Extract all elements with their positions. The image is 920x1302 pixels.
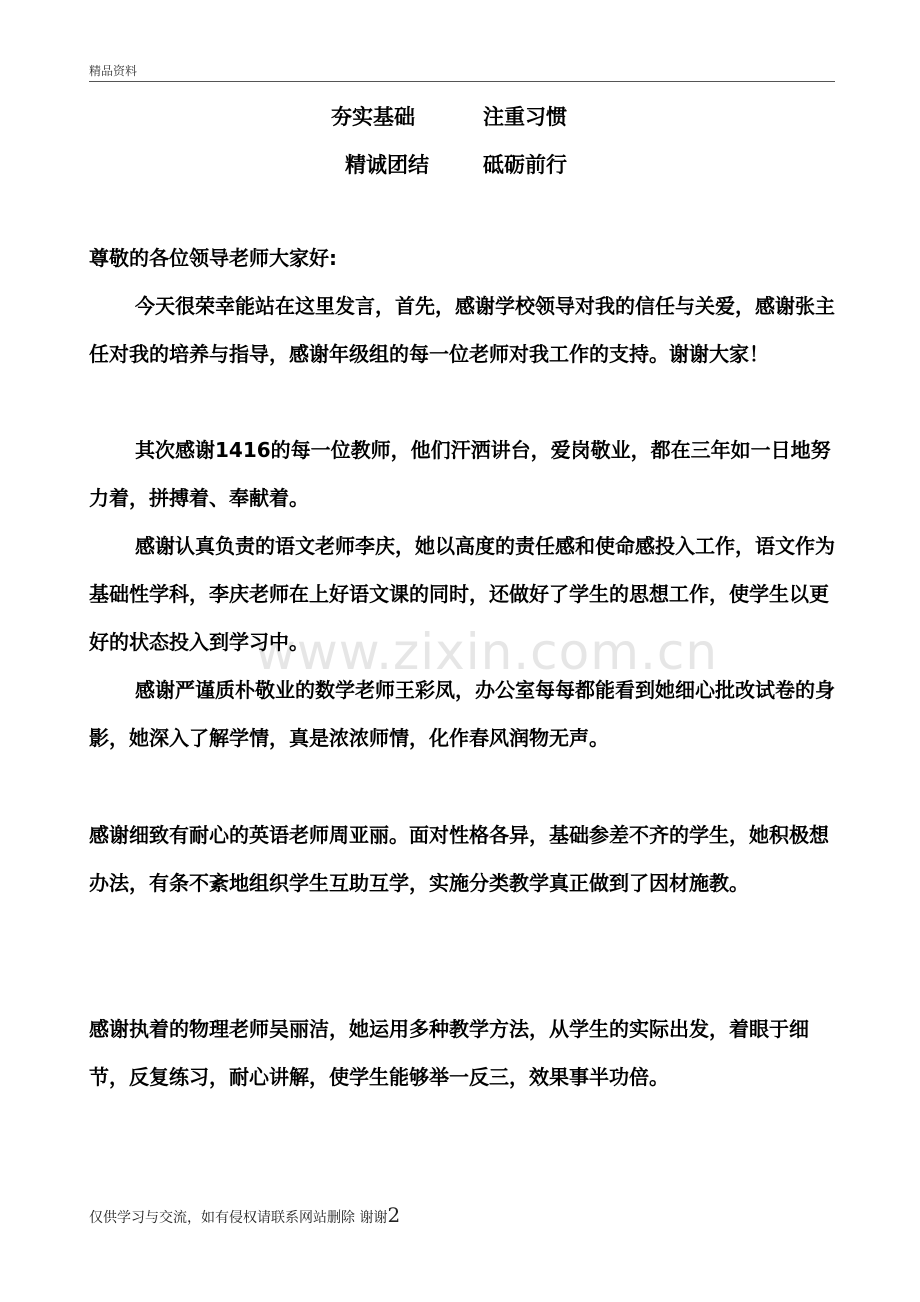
title-phrase-3: 精诚团结 — [345, 153, 429, 177]
footer-note: 仅供学习与交流，如有侵权请联系网站删除 谢谢 — [89, 1210, 388, 1226]
footer — [89, 1203, 400, 1227]
paragraph-english-teacher: 感谢细致有耐心的英语老师周亚丽。面对性格各异，基础参差不齐的学生，她积极想办法，有条不紊地组织学生互助互学，实施分类教学真正做到了因材施教。 — [89, 823, 829, 895]
title-phrase-2: 注重习惯 — [483, 105, 567, 129]
paragraph-math-teacher: 感谢严谨质朴敬业的数学老师王彩凤，办公室每每都能看到她细心批改试卷的身影，她深入了解学情，真是浓浓师情，化作春风润物无声。 — [89, 678, 835, 750]
header-label: 精品资料 — [89, 64, 138, 78]
paragraph-physics-teacher: 感谢执着的物理老师吴丽洁，她运用多种教学方法，从学生的实际出发，着眼于细节，反复练习，耐心讲解，使学生能够举一反三，效果事半功倍。 — [89, 1017, 809, 1089]
title-phrase-4: 砥砺前行 — [483, 153, 567, 177]
title-line-1 — [0, 101, 920, 129]
paragraph-chinese-teacher: 感谢认真负责的语文老师李庆，她以高度的责任感和使命感投入工作，语文作为基础性学科，李庆老师在上好语文课的同时，还做好了学生的思想工作，使学生以更好的状态投入到学习中。 — [89, 534, 835, 654]
paragraph-thanks-teachers: 其次感谢1416的每一位教师，他们汗洒讲台，爱岗敬业，都在三年如一日地努力着，拼搏着、奉献着。 — [89, 438, 831, 510]
greeting: 尊敬的各位领导老师大家好: — [89, 246, 337, 270]
watermark: www.zixin.com.cn — [255, 623, 719, 681]
title-line-2 — [0, 149, 920, 177]
header-divider — [89, 81, 835, 82]
page-number: 2 — [387, 1203, 401, 1227]
paragraph-thanks-leaders: 今天很荣幸能站在这里发言，首先，感谢学校领导对我的信任与关爱，感谢张主任对我的培养与指导，感谢年级组的每一位老师对我工作的支持。谢谢大家！ — [89, 294, 835, 366]
title-phrase-1: 夯实基础 — [331, 105, 415, 129]
